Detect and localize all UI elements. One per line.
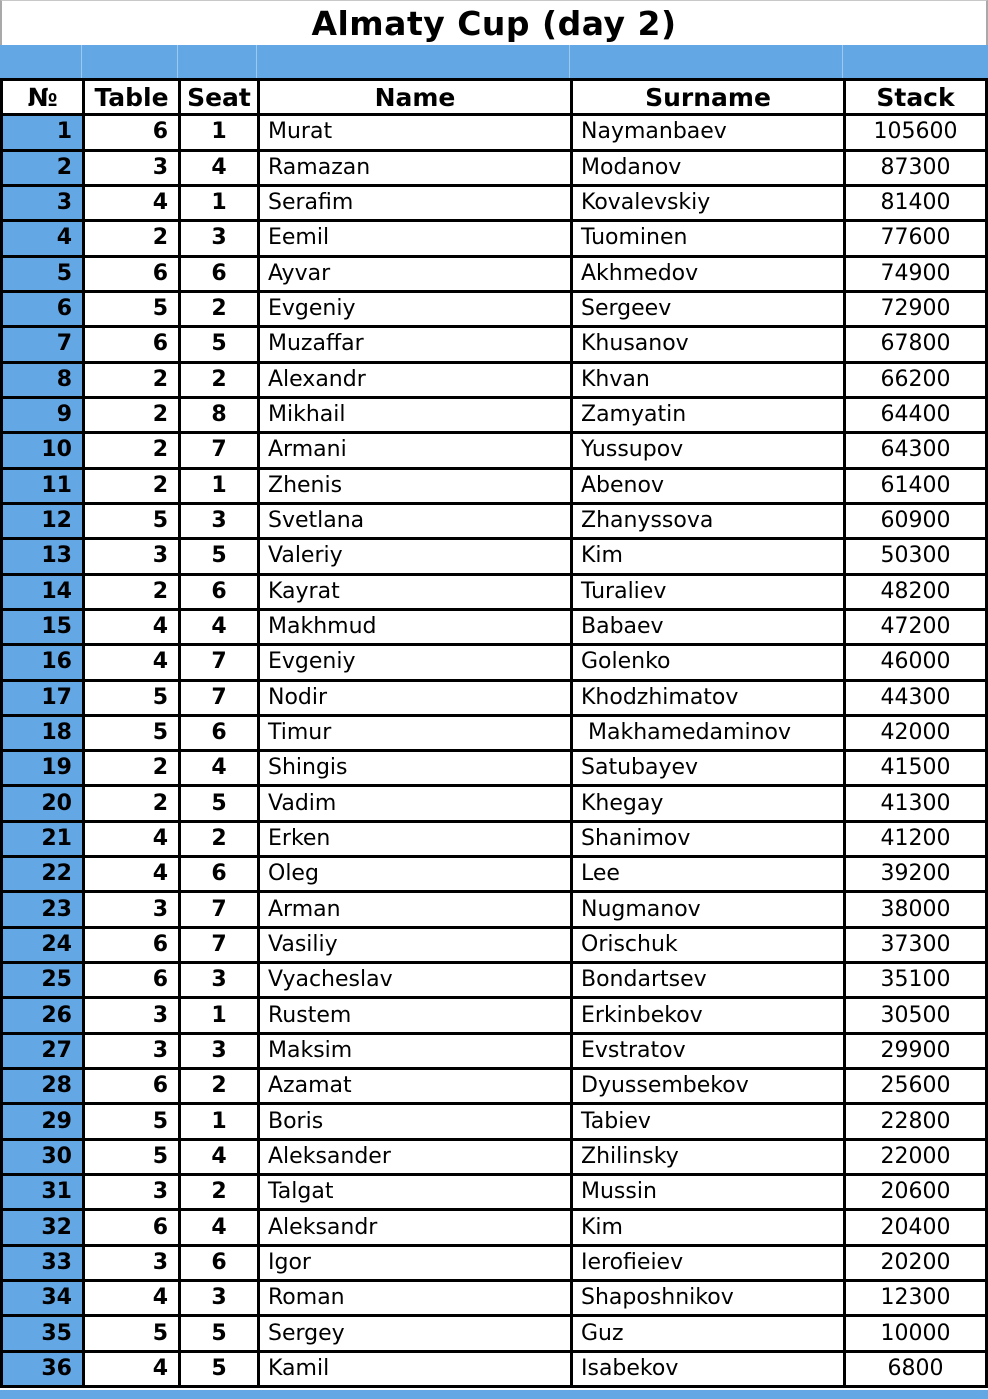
stack-cell: 22000 — [846, 1141, 985, 1173]
table-cell: 2 — [85, 399, 178, 431]
seat-cell: 6 — [181, 576, 257, 608]
column-header-surname: Surname — [573, 81, 843, 113]
rank-cell: 17 — [3, 682, 82, 714]
stack-cell: 6800 — [846, 1353, 985, 1385]
stack-cell: 37300 — [846, 929, 985, 961]
seat-cell: 4 — [181, 152, 257, 184]
name-cell: Azamat — [260, 1070, 570, 1102]
rank-cell: 10 — [3, 434, 82, 466]
seat-cell: 6 — [181, 717, 257, 749]
stack-cell: 72900 — [846, 293, 985, 325]
stack-cell: 10000 — [846, 1317, 985, 1349]
surname-cell: Lee — [573, 858, 843, 890]
stack-cell: 38000 — [846, 893, 985, 925]
surname-cell: Orischuk — [573, 929, 843, 961]
name-cell: Arman — [260, 893, 570, 925]
table-cell: 5 — [85, 505, 178, 537]
band-segment — [843, 45, 988, 78]
stack-cell: 74900 — [846, 258, 985, 290]
rank-cell: 21 — [3, 823, 82, 855]
seat-cell: 7 — [181, 929, 257, 961]
stack-cell: 87300 — [846, 152, 985, 184]
rank-cell: 5 — [3, 258, 82, 290]
table-cell: 6 — [85, 929, 178, 961]
seat-cell: 5 — [181, 1353, 257, 1385]
band-segment — [570, 45, 843, 78]
seat-cell: 3 — [181, 222, 257, 254]
rank-cell: 15 — [3, 611, 82, 643]
table-cell: 5 — [85, 1105, 178, 1137]
stack-cell: 105600 — [846, 116, 985, 148]
table-cell: 5 — [85, 1141, 178, 1173]
rank-cell: 25 — [3, 964, 82, 996]
name-cell: Oleg — [260, 858, 570, 890]
name-cell: Evgeniy — [260, 646, 570, 678]
surname-cell: Tuominen — [573, 222, 843, 254]
surname-cell: Zhilinsky — [573, 1141, 843, 1173]
seat-cell: 5 — [181, 787, 257, 819]
rank-cell: 27 — [3, 1035, 82, 1067]
stack-cell: 35100 — [846, 964, 985, 996]
surname-cell: Yussupov — [573, 434, 843, 466]
name-cell: Makhmud — [260, 611, 570, 643]
table-cell: 5 — [85, 293, 178, 325]
surname-cell: Naymanbaev — [573, 116, 843, 148]
stack-cell: 39200 — [846, 858, 985, 890]
name-cell: Talgat — [260, 1176, 570, 1208]
surname-cell: Khvan — [573, 364, 843, 396]
stack-cell: 47200 — [846, 611, 985, 643]
name-cell: Maksim — [260, 1035, 570, 1067]
rank-cell: 30 — [3, 1141, 82, 1173]
stack-cell: 29900 — [846, 1035, 985, 1067]
rank-cell: 28 — [3, 1070, 82, 1102]
name-cell: Svetlana — [260, 505, 570, 537]
table-cell: 4 — [85, 1282, 178, 1314]
rank-cell: 9 — [3, 399, 82, 431]
seat-cell: 2 — [181, 364, 257, 396]
name-cell: Murat — [260, 116, 570, 148]
surname-cell: Modanov — [573, 152, 843, 184]
surname-cell: Abenov — [573, 470, 843, 502]
stack-cell: 60900 — [846, 505, 985, 537]
rank-cell: 2 — [3, 152, 82, 184]
table-cell: 3 — [85, 1035, 178, 1067]
surname-cell: Akhmedov — [573, 258, 843, 290]
table-cell: 4 — [85, 858, 178, 890]
seat-cell: 8 — [181, 399, 257, 431]
surname-cell: Evstratov — [573, 1035, 843, 1067]
table-cell: 3 — [85, 999, 178, 1031]
table-cell: 6 — [85, 258, 178, 290]
surname-cell: Sergeev — [573, 293, 843, 325]
stack-cell: 46000 — [846, 646, 985, 678]
column-header-table: Table — [85, 81, 178, 113]
surname-cell: Bondartsev — [573, 964, 843, 996]
seat-cell: 4 — [181, 752, 257, 784]
surname-cell: Golenko — [573, 646, 843, 678]
stack-cell: 44300 — [846, 682, 985, 714]
stack-cell: 20400 — [846, 1211, 985, 1243]
stack-cell: 30500 — [846, 999, 985, 1031]
stack-cell: 77600 — [846, 222, 985, 254]
table-cell: 4 — [85, 611, 178, 643]
table-cell: 6 — [85, 1070, 178, 1102]
name-cell: Alexandr — [260, 364, 570, 396]
surname-cell: Zhanyssova — [573, 505, 843, 537]
stack-cell: 12300 — [846, 1282, 985, 1314]
seat-cell: 3 — [181, 1035, 257, 1067]
name-cell: Ayvar — [260, 258, 570, 290]
stack-cell: 41200 — [846, 823, 985, 855]
stack-cell: 67800 — [846, 328, 985, 360]
band-segment — [178, 45, 257, 78]
table-cell: 4 — [85, 187, 178, 219]
name-cell: Eemil — [260, 222, 570, 254]
seat-cell: 5 — [181, 328, 257, 360]
seat-cell: 2 — [181, 1176, 257, 1208]
seat-cell: 3 — [181, 505, 257, 537]
table-cell: 2 — [85, 364, 178, 396]
rank-cell: 8 — [3, 364, 82, 396]
band-segment — [257, 45, 570, 78]
stack-cell: 42000 — [846, 717, 985, 749]
table-cell: 2 — [85, 434, 178, 466]
stack-cell: 22800 — [846, 1105, 985, 1137]
rank-cell: 32 — [3, 1211, 82, 1243]
stack-cell: 64400 — [846, 399, 985, 431]
seat-cell: 1 — [181, 999, 257, 1031]
seat-cell: 2 — [181, 823, 257, 855]
name-cell: Rustem — [260, 999, 570, 1031]
top-accent-band — [0, 45, 988, 78]
surname-cell: Mussin — [573, 1176, 843, 1208]
rank-cell: 4 — [3, 222, 82, 254]
seat-cell: 3 — [181, 1282, 257, 1314]
surname-cell: Nugmanov — [573, 893, 843, 925]
name-cell: Muzaffar — [260, 328, 570, 360]
table-cell: 6 — [85, 964, 178, 996]
name-cell: Aleksandr — [260, 1211, 570, 1243]
stack-cell: 50300 — [846, 540, 985, 572]
surname-cell: Shanimov — [573, 823, 843, 855]
stack-cell: 48200 — [846, 576, 985, 608]
seat-cell: 7 — [181, 893, 257, 925]
rank-cell: 12 — [3, 505, 82, 537]
seat-cell: 1 — [181, 470, 257, 502]
stack-cell: 64300 — [846, 434, 985, 466]
name-cell: Kamil — [260, 1353, 570, 1385]
name-cell: Nodir — [260, 682, 570, 714]
table-cell: 3 — [85, 1176, 178, 1208]
band-segment — [82, 45, 178, 78]
seat-cell: 1 — [181, 116, 257, 148]
surname-cell: Kovalevskiy — [573, 187, 843, 219]
name-cell: Vyacheslav — [260, 964, 570, 996]
rank-cell: 34 — [3, 1282, 82, 1314]
column-header-seat: Seat — [181, 81, 257, 113]
name-cell: Vadim — [260, 787, 570, 819]
table-cell: 5 — [85, 1317, 178, 1349]
seat-cell: 5 — [181, 540, 257, 572]
stack-cell: 41500 — [846, 752, 985, 784]
surname-cell: Khusanov — [573, 328, 843, 360]
table-cell: 6 — [85, 1211, 178, 1243]
seat-cell: 6 — [181, 1247, 257, 1279]
rank-cell: 24 — [3, 929, 82, 961]
rank-cell: 7 — [3, 328, 82, 360]
name-cell: Armani — [260, 434, 570, 466]
surname-cell: Kim — [573, 1211, 843, 1243]
table-cell: 3 — [85, 152, 178, 184]
surname-cell: Tabiev — [573, 1105, 843, 1137]
rank-cell: 29 — [3, 1105, 82, 1137]
name-cell: Vasiliy — [260, 929, 570, 961]
rank-cell: 23 — [3, 893, 82, 925]
table-cell: 3 — [85, 540, 178, 572]
table-cell: 4 — [85, 823, 178, 855]
surname-cell: Makhamedaminov — [573, 717, 843, 749]
stack-cell: 25600 — [846, 1070, 985, 1102]
rank-cell: 22 — [3, 858, 82, 890]
seat-cell: 4 — [181, 611, 257, 643]
bottom-accent-band — [0, 1390, 988, 1399]
seat-cell: 2 — [181, 1070, 257, 1102]
column-header-stack: Stack — [846, 81, 985, 113]
name-cell: Boris — [260, 1105, 570, 1137]
table-cell: 3 — [85, 893, 178, 925]
surname-cell: Shaposhnikov — [573, 1282, 843, 1314]
seat-cell: 3 — [181, 964, 257, 996]
name-cell: Igor — [260, 1247, 570, 1279]
rank-cell: 35 — [3, 1317, 82, 1349]
surname-cell: Zamyatin — [573, 399, 843, 431]
name-cell: Valeriy — [260, 540, 570, 572]
stack-cell: 61400 — [846, 470, 985, 502]
table-cell: 2 — [85, 470, 178, 502]
column-header-num: № — [3, 81, 82, 113]
name-cell: Aleksander — [260, 1141, 570, 1173]
rank-cell: 20 — [3, 787, 82, 819]
surname-cell: Isabekov — [573, 1353, 843, 1385]
stack-cell: 41300 — [846, 787, 985, 819]
rank-cell: 31 — [3, 1176, 82, 1208]
seat-cell: 2 — [181, 293, 257, 325]
name-cell: Sergey — [260, 1317, 570, 1349]
table-cell: 2 — [85, 222, 178, 254]
name-cell: Kayrat — [260, 576, 570, 608]
table-cell: 4 — [85, 646, 178, 678]
seat-cell: 4 — [181, 1141, 257, 1173]
table-cell: 2 — [85, 787, 178, 819]
surname-cell: Erkinbekov — [573, 999, 843, 1031]
surname-cell: Babaev — [573, 611, 843, 643]
surname-cell: Khegay — [573, 787, 843, 819]
seat-cell: 7 — [181, 646, 257, 678]
name-cell: Roman — [260, 1282, 570, 1314]
seat-cell: 7 — [181, 682, 257, 714]
stack-cell: 66200 — [846, 364, 985, 396]
rank-cell: 1 — [3, 116, 82, 148]
rank-cell: 19 — [3, 752, 82, 784]
rank-cell: 33 — [3, 1247, 82, 1279]
seat-cell: 4 — [181, 1211, 257, 1243]
name-cell: Serafim — [260, 187, 570, 219]
name-cell: Shingis — [260, 752, 570, 784]
name-cell: Zhenis — [260, 470, 570, 502]
name-cell: Timur — [260, 717, 570, 749]
rank-cell: 3 — [3, 187, 82, 219]
table-cell: 5 — [85, 682, 178, 714]
table-cell: 2 — [85, 752, 178, 784]
rank-cell: 14 — [3, 576, 82, 608]
surname-cell: Turaliev — [573, 576, 843, 608]
stack-cell: 81400 — [846, 187, 985, 219]
name-cell: Erken — [260, 823, 570, 855]
surname-cell: Dyussembekov — [573, 1070, 843, 1102]
rank-cell: 18 — [3, 717, 82, 749]
name-cell: Evgeniy — [260, 293, 570, 325]
rank-cell: 6 — [3, 293, 82, 325]
seat-cell: 7 — [181, 434, 257, 466]
table-cell: 4 — [85, 1353, 178, 1385]
surname-cell: Kim — [573, 540, 843, 572]
column-header-name: Name — [260, 81, 570, 113]
title-bar — [0, 0, 988, 45]
page-title: Almaty Cup (day 2) — [311, 3, 677, 43]
surname-cell: Guz — [573, 1317, 843, 1349]
rank-cell: 26 — [3, 999, 82, 1031]
standings-table — [0, 78, 988, 1388]
surname-cell: Ierofieiev — [573, 1247, 843, 1279]
rank-cell: 13 — [3, 540, 82, 572]
table-cell: 5 — [85, 717, 178, 749]
surname-cell: Khodzhimatov — [573, 682, 843, 714]
stack-cell: 20600 — [846, 1176, 985, 1208]
seat-cell: 1 — [181, 1105, 257, 1137]
seat-cell: 6 — [181, 258, 257, 290]
table-cell: 6 — [85, 116, 178, 148]
table-cell: 3 — [85, 1247, 178, 1279]
name-cell: Ramazan — [260, 152, 570, 184]
rank-cell: 36 — [3, 1353, 82, 1385]
surname-cell: Satubayev — [573, 752, 843, 784]
table-cell: 6 — [85, 328, 178, 360]
rank-cell: 11 — [3, 470, 82, 502]
band-segment — [0, 45, 82, 78]
name-cell: Mikhail — [260, 399, 570, 431]
seat-cell: 5 — [181, 1317, 257, 1349]
seat-cell: 6 — [181, 858, 257, 890]
stack-cell: 20200 — [846, 1247, 985, 1279]
seat-cell: 1 — [181, 187, 257, 219]
rank-cell: 16 — [3, 646, 82, 678]
table-cell: 2 — [85, 576, 178, 608]
